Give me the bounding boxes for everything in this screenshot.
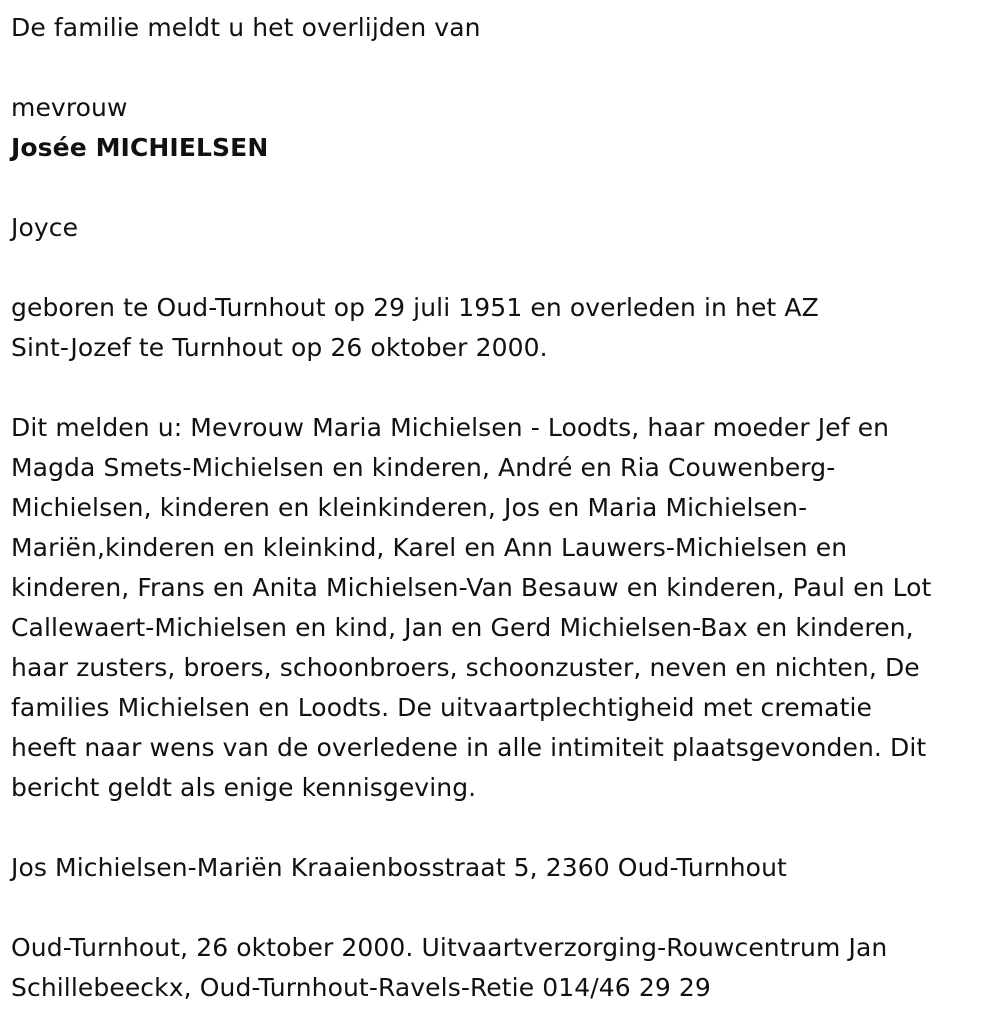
correspondence-address: Jos Michielsen-Mariën Kraaienbosstraat 5, 2360 Oud-Turnhout xyxy=(11,853,787,882)
honorific: mevrouw xyxy=(11,93,128,122)
intro-text: De familie meldt u het overlijden van xyxy=(11,13,481,42)
death-notice xyxy=(11,8,986,1008)
spacer xyxy=(11,808,986,848)
birth-death-paragraph: geboren te Oud-Turnhout op 29 juli 1951 en overleden in het AZ Sint-Jozef te Turnhout op 26 oktober 2000. xyxy=(11,293,819,362)
family-paragraph: Dit melden u: Mevrouw Maria Michielsen - Loodts, haar moeder Jef en Magda Smets-Michielsen en kinderen, André en Ria Couwenberg- Michielsen, kinderen en kleinkinderen, Jos en Maria Michielsen- Mariën,kinderen en kleinkind, Karel en Ann Lauwers-Michielsen en kinderen, Frans en Anita Michielsen-Van Besauw en kinderen, Paul en Lot Callewaert-Michielsen en kind, Jan en Gerd Michielsen-Bax en kinderen, haar zusters, broers, schoonbroers, schoonzuster, neven en nichten, De families Michielsen en Loodts. De uitvaartplechtigheid met crematie heeft naar wens van de overledene in alle intimiteit plaatsgevonden. Dit bericht geldt als enige kennisgeving. xyxy=(11,413,932,802)
deceased-name: Josée MICHIELSEN xyxy=(11,133,269,162)
spacer xyxy=(11,368,986,408)
spacer xyxy=(11,168,986,208)
spacer xyxy=(11,248,986,288)
nickname: Joyce xyxy=(11,213,79,242)
spacer xyxy=(11,888,986,928)
footer-funeral-director: Oud-Turnhout, 26 oktober 2000. Uitvaartverzorging-Rouwcentrum Jan Schillebeeckx, Oud-Turnhout-Ravels-Retie 014/46 29 29 xyxy=(11,933,888,1002)
spacer xyxy=(11,48,986,88)
